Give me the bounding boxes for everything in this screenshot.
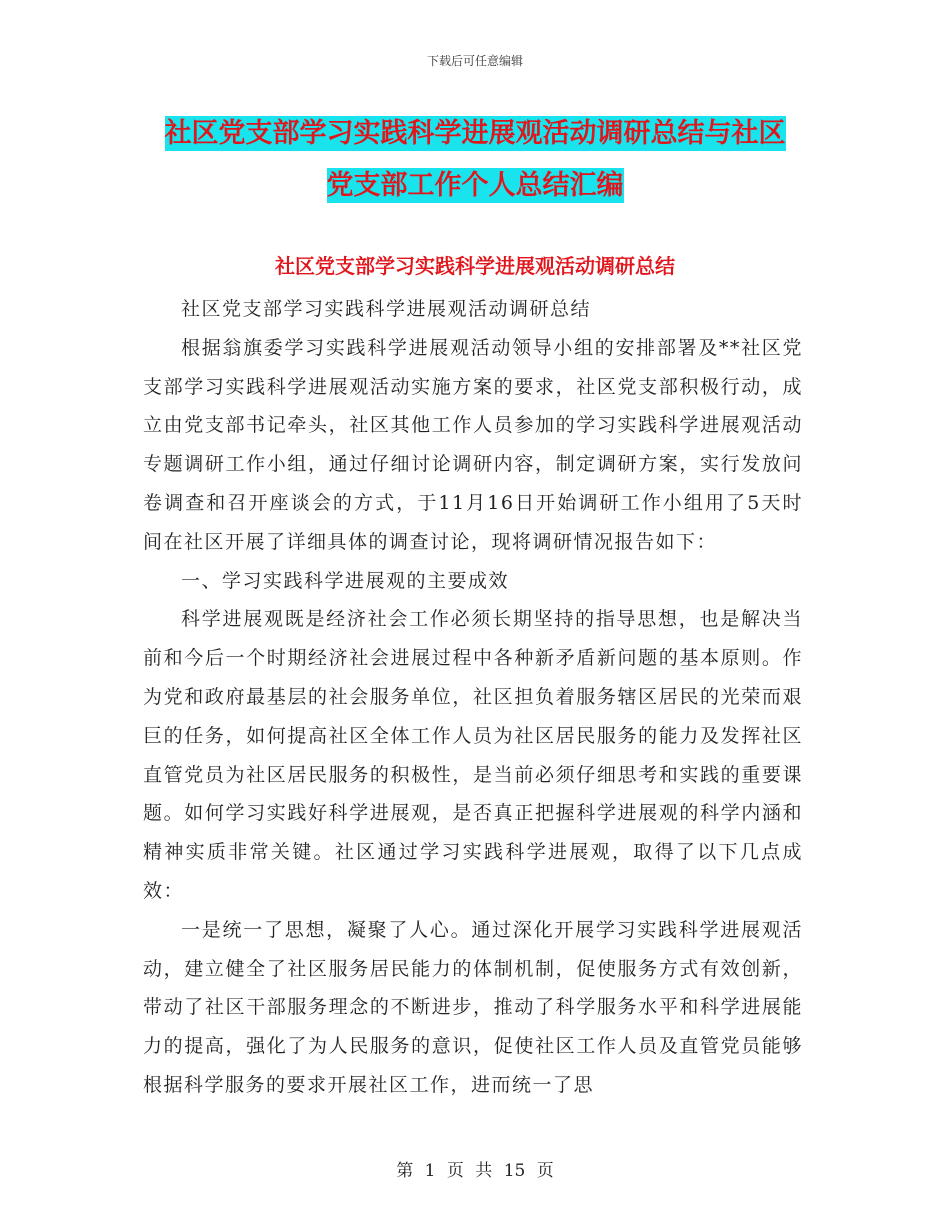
document-body [143,290,803,1105]
paragraph: 根据翁旗委学习实践科学进展观活动领导小组的安排部署及**社区党支部学习实践科学进展观活动实施方案的要求，社区党支部积极行动，成立由党支部书记牵头，社区其他工作人员参加的学习实践科学进展观活动专题调研工作小组，通过仔细讨论调研内容，制定调研方案，实行发放问卷调查和召开座谈会的方式，于11月16日开始调研工作小组用了5天时间在社区开展了详细具体的调查讨论，现将调研情况报告如下： [143,336,803,553]
paragraph: 社区党支部学习实践科学进展观活动调研总结 [181,298,592,320]
page-number: 第 1 页 共 15 页 [396,1161,554,1181]
title-line-2: 党支部工作个人总结汇编 [326,170,624,201]
page-header-note: 下载后可任意编辑 [426,54,523,68]
title-line-1: 社区党支部学习实践科学进展观活动调研总结与社区 [164,118,786,149]
paragraph-heading: 一、学习实践科学进展观的主要成效 [181,569,510,592]
paragraph: 科学进展观既是经济社会工作必须长期坚持的指导思想，也是解决当前和今后一个时期经济社会进展过程中各种新矛盾新问题的基本原则。作为党和政府最基层的社会服务单位，社区担负着服务辖区居民的光荣而艰巨的任务，如何提高社区全体工作人员为社区居民服务的能力及发挥社区直管党员为社区居民服务的积极性，是当前必须仔细思考和实践的重要课题。如何学习实践好科学进展观，是否真正把握科学进展观的科学内涵和精神实质非常关键。社区通过学习实践科学进展观，取得了以下几点成效： [143,608,803,902]
section-heading: 社区党支部学习实践科学进展观活动调研总结 [275,254,675,278]
document-title [130,108,820,212]
paragraph: 一是统一了思想，凝聚了人心。通过深化开展学习实践科学进展观活动，建立健全了社区服务居民能力的体制机制，促使服务方式有效创新，带动了社区干部服务理念的不断进步，推动了科学服务水平和科学进展能力的提高，强化了为人民服务的意识，促使社区工作人员及直管党员能够根据科学服务的要求开展社区工作，进而统一了思 [143,918,803,1096]
